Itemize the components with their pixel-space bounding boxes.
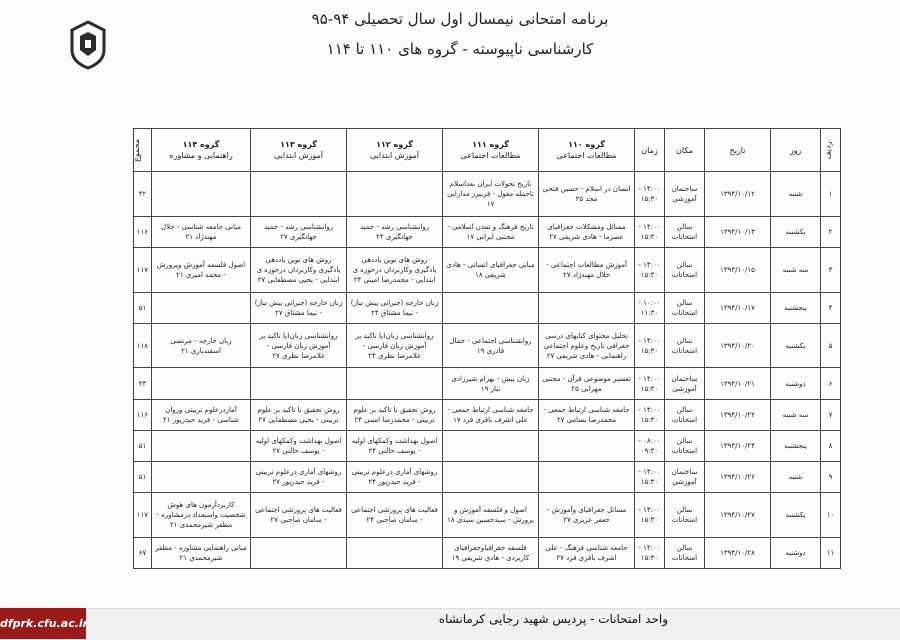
row-total: ۴۴ [134, 368, 152, 399]
row-number: ۸ [821, 430, 841, 461]
exam-cell-group-113: روانشناسی زبان(با تاکید بر آموزش زبان فارسی - غلامرضا نظری ۲۷ [251, 323, 347, 368]
row-day: یکشنبه [771, 323, 821, 368]
row-number: ۱۱ [821, 537, 841, 568]
exam-cell-group-114 [152, 430, 251, 461]
row-number: ۶ [821, 368, 841, 399]
row-number: ۱ [821, 172, 841, 217]
row-day: یکشنبه [771, 216, 821, 247]
exam-cell-group-114 [152, 172, 251, 217]
row-date: ۱۳۹۴/۱۰/۲۲ [705, 399, 771, 430]
table-row [134, 323, 841, 368]
exam-cell-group-113: زبان خارجه (جبرانی پیش نیاز) - نیما مشتاق ۲۷ [251, 292, 347, 323]
row-total: ۱۱۷ [134, 247, 152, 292]
page-title: برنامه امتحانی نیمسال اول سال تحصیلی ۹۴-۹۵ [311, 10, 609, 28]
exam-cell-group-113: روانشناسی رشد - حمید جهانگیری ۲۷ [251, 216, 347, 247]
exam-cell-group-112: روش تحقیق با تاکید بر علوم تربیتی - محمدرضا امینی ۲۴ [347, 399, 443, 430]
exam-cell-group-110: جامعه شناسی ارتباط جمعی - محمدرضا بسامی ۲۷ [539, 399, 635, 430]
row-place: ساختمان آموزشی [665, 172, 705, 217]
exam-cell-group-114 [152, 461, 251, 492]
row-total: ۱۱۶ [134, 399, 152, 430]
row-number: ۹ [821, 461, 841, 492]
exam-cell-group-110 [539, 292, 635, 323]
table-row [134, 247, 841, 292]
exam-cell-group-114: مبانی جامعه شناسی - جلال مهندژاد ۲۱ [152, 216, 251, 247]
row-place: سالن امتحانات [665, 493, 705, 538]
col-header-row: ردیف [821, 129, 841, 172]
row-total: ۵۱ [134, 292, 152, 323]
exam-cell-group-114: آماردرعلوم تربیتی وروان شناسی - فرید حیدرپور ۲۱ [152, 399, 251, 430]
row-total: ۱۱۶ [134, 216, 152, 247]
exam-cell-group-111 [443, 292, 539, 323]
exam-cell-group-113: اصول بهداشت وکمکهای اولیه - یوسف حالتی ۲۷ [251, 430, 347, 461]
row-time: ۱۴:۰۰ - ۱۵:۳۰ [635, 461, 665, 492]
row-time: ۱۴:۰۰ - ۱۵:۳۰ [635, 216, 665, 247]
exam-cell-group-111: مبانی جغرافیای انسانی - هادی شریفی ۱۸ [443, 247, 539, 292]
exam-cell-group-111: تاریخ فرهنگ و تمدن اسلامی - مجتبی ایرانی ۱۷ [443, 216, 539, 247]
row-time: ۱۴:۰۰ - ۱۵:۳۰ [635, 368, 665, 399]
row-time: ۱۴:۰۰ - ۱۵:۳۰ [635, 172, 665, 217]
row-total: ۶۷ [134, 537, 152, 568]
university-logo-icon [68, 20, 108, 72]
row-time: ۰۸:۰۰ - ۰۹:۳۰ [635, 430, 665, 461]
footer-text: واحد امتحانات - پردیس شهید رجایی کرمانشاه [438, 612, 668, 626]
exam-cell-group-111: فلسفه جغرافیاوجغرافیای کاربردی - هادی شریفی ۱۹ [443, 537, 539, 568]
exam-cell-group-114 [152, 368, 251, 399]
exam-cell-group-112: زبان خارجه (جبرانی پیش نیاز) - نیما مشتاق ۲۴ [347, 292, 443, 323]
col-header-group-114: گروه ۱۱۴ راهنمایی و مشاوره [152, 129, 251, 172]
table-row [134, 537, 841, 568]
col-header-total: مجموع [134, 129, 152, 172]
exam-cell-group-110 [539, 461, 635, 492]
col-header-place: مکان [665, 129, 705, 172]
row-day: شنبه [771, 172, 821, 217]
exam-cell-group-110: مسائل جغرافیای وآموزش - جعفر عزیزی ۲۷ [539, 493, 635, 538]
exam-cell-group-112: روانشناسی رشد - حمید جهانگیری ۲۴ [347, 216, 443, 247]
col-header-time: زمان [635, 129, 665, 172]
row-day: پنجشنبه [771, 430, 821, 461]
exam-cell-group-112 [347, 172, 443, 217]
exam-cell-group-111 [443, 461, 539, 492]
row-date: ۱۳۹۴/۱۰/۲۰ [705, 323, 771, 368]
row-time: ۱۴:۰۰ - ۱۵:۳۰ [635, 323, 665, 368]
row-total: ۵۱ [134, 430, 152, 461]
exam-cell-group-112: روش های نوین یاددهی یادگیری وکاربردان درحوزه ی ابتدایی - محمدرضا امینی ۲۴ [347, 247, 443, 292]
row-date: ۱۳۹۴/۱۰/۲۶ [705, 461, 771, 492]
row-total: ۱۱۸ [134, 323, 152, 368]
table-row [134, 430, 841, 461]
schedule-body [134, 172, 841, 569]
table-row [134, 292, 841, 323]
row-day: پنجشنبه [771, 292, 821, 323]
table-header-row [134, 129, 841, 172]
col-header-group-111: گروه ۱۱۱ مطالعات اجتماعی [443, 129, 539, 172]
exam-cell-group-111: تاریخ تحولات ایران بعداسلام تاحمله مغول - فریبرز مدارایی ۱۷ [443, 172, 539, 217]
table-row [134, 493, 841, 538]
exam-cell-group-110 [539, 430, 635, 461]
row-number: ۲ [821, 216, 841, 247]
exam-cell-group-114: اصول فلسفه آموزش وپرورش - محمد امیری ۲۱ [152, 247, 251, 292]
exam-cell-group-113: روش تحقیق با تاکید بر علوم تربیتی - یحیی مصطفایی ۲۷ [251, 399, 347, 430]
exam-cell-group-110: تحلیل محتوای کتابهای درسی جغرافی تاریخ وعلوم اجتماعی راهنمایی - هادی شریفی ۲۷ [539, 323, 635, 368]
row-date: ۱۳۹۴/۱۰/۱۳ [705, 216, 771, 247]
row-place: سالن امتحانات [665, 247, 705, 292]
row-place: سالن امتحانات [665, 399, 705, 430]
row-place: سالن امتحانات [665, 430, 705, 461]
row-place: سالن امتحانات [665, 537, 705, 568]
exam-cell-group-110: جامعه شناسی فرهنگ - علی اشرف باقری فرد ۲۷ [539, 537, 635, 568]
exam-cell-group-111: اصول و فلسفه آموزش و پرورش - سیدحسین سیدی ۱۸ [443, 493, 539, 538]
exam-cell-group-113: روشهای آماری درعلوم تربیتی - فرید حیدرپور ۲۷ [251, 461, 347, 492]
exam-cell-group-111: روانشناسی اجتماعی - جمال قادری ۱۹ [443, 323, 539, 368]
row-number: ۷ [821, 399, 841, 430]
col-header-day: روز [771, 129, 821, 172]
exam-cell-group-110: انسان در اسلام - حسین فتحی مجد ۲۵ [539, 172, 635, 217]
row-place: ساختمان آموزشی [665, 368, 705, 399]
col-header-group-113: گروه ۱۱۳ آموزش ابتدایی [251, 129, 347, 172]
col-header-date: تاریخ [705, 129, 771, 172]
row-total: ۱۱۷ [134, 493, 152, 538]
row-time: ۱۰:۰۰ - ۱۱:۳۰ [635, 292, 665, 323]
row-day: سه شنبه [771, 247, 821, 292]
table-row [134, 172, 841, 217]
exam-cell-group-110: مسائل ومشکلات جغرافیای عصرما - هادی شریفی ۲۷ [539, 216, 635, 247]
website-badge[interactable]: dfprk.cfu.ac.ir [0, 608, 86, 639]
exam-cell-group-113 [251, 537, 347, 568]
exam-cell-group-112 [347, 368, 443, 399]
row-time: ۱۴:۰۰ - ۱۵:۳۰ [635, 247, 665, 292]
exam-cell-group-110: آموزش مطالعات اجتماعی - جلال مهندژاد ۲۷ [539, 247, 635, 292]
row-date: ۱۳۹۴/۱۰/۲۸ [705, 537, 771, 568]
table-row [134, 399, 841, 430]
row-number: ۳ [821, 247, 841, 292]
row-date: ۱۳۹۴/۱۰/۱۲ [705, 172, 771, 217]
exam-cell-group-111 [443, 430, 539, 461]
exam-cell-group-114: زبان خارجه - مرتضی اسفندیاری ۲۱ [152, 323, 251, 368]
row-day: دوشنبه [771, 368, 821, 399]
exam-cell-group-112: روانشناسی زبان(با تاکید بر آموزش زبان فارسی - غلامرضا نظری ۲۴ [347, 323, 443, 368]
schedule-table [133, 128, 841, 569]
row-place: سالن امتحانات [665, 216, 705, 247]
exam-cell-group-113 [251, 368, 347, 399]
exam-cell-group-114 [152, 292, 251, 323]
exam-cell-group-113: روش های نوین یاددهی یادگیری وکاربردان درحوزه ی ابتدایی - یحیی مصطفایی ۲۷ [251, 247, 347, 292]
exam-cell-group-114: کاربردآزمون های هوش شخصیت واستعداد درمشاوره - مظفر شیرمحمدی ۲۱ [152, 493, 251, 538]
schedule-table-wrapper [133, 128, 840, 569]
exam-cell-group-113 [251, 172, 347, 217]
row-number: ۵ [821, 323, 841, 368]
row-total: ۵۱ [134, 461, 152, 492]
row-place: سالن امتحانات [665, 323, 705, 368]
row-day: سه شنبه [771, 399, 821, 430]
row-time: ۱۴:۰۰ - ۱۵:۳۰ [635, 537, 665, 568]
page-subtitle: کارشناسی ناپیوسته - گروه های ۱۱۰ تا ۱۱۴ [326, 40, 594, 58]
exam-cell-group-112: فعالیت های پرورشی اجتماعی - سامان صاحبی ۲۴ [347, 493, 443, 538]
exam-cell-group-113: فعالیت های پرورشی اجتماعی - سامان صاحبی ۲۷ [251, 493, 347, 538]
row-time: ۱۴:۰۰ - ۱۵:۳۰ [635, 399, 665, 430]
col-header-group-112: گروه ۱۱۲ آموزش ابتدایی [347, 129, 443, 172]
row-place: سالن امتحانات [665, 292, 705, 323]
row-day: شنبه [771, 461, 821, 492]
row-date: ۱۳۹۴/۱۰/۲۱ [705, 368, 771, 399]
row-date: ۱۳۹۴/۱۰/۱۷ [705, 292, 771, 323]
exam-cell-group-111: زبان پیش - بهرام شیرزادی تبار ۱۹ [443, 368, 539, 399]
exam-cell-group-112: اصول بهداشت وکمکهای اولیه - یوسف حالتی ۲۴ [347, 430, 443, 461]
row-date: ۱۳۹۴/۱۰/۲۴ [705, 430, 771, 461]
exam-cell-group-110: تفسیر موضوعی قرآن - مجتبی مهرابی ۲۵ [539, 368, 635, 399]
row-number: ۴ [821, 292, 841, 323]
table-row [134, 461, 841, 492]
row-time: ۱۴:۰۰ - ۱۵:۳۰ [635, 493, 665, 538]
col-header-group-110: گروه ۱۱۰ مطالعات اجتماعی [539, 129, 635, 172]
table-row [134, 216, 841, 247]
row-number: ۱۰ [821, 493, 841, 538]
row-total: ۴۲ [134, 172, 152, 217]
row-day: یکشنبه [771, 493, 821, 538]
exam-cell-group-112: روشهای آماری درعلوم تربیتی - فرید حیدرپور ۲۴ [347, 461, 443, 492]
row-day: دوشنبه [771, 537, 821, 568]
row-date: ۱۳۹۴/۱۰/۱۵ [705, 247, 771, 292]
exam-cell-group-112 [347, 537, 443, 568]
row-place: ساختمان آموزشی [665, 461, 705, 492]
exam-cell-group-114: مبانی راهنمایی مشاوره - مظفر شیرمحمدی ۲۱ [152, 537, 251, 568]
table-row [134, 368, 841, 399]
exam-cell-group-111: جامعه شناسی ارتباط جمعی - علی اشرف باقری فرد ۱۷ [443, 399, 539, 430]
row-date: ۱۳۹۴/۱۰/۲۷ [705, 493, 771, 538]
